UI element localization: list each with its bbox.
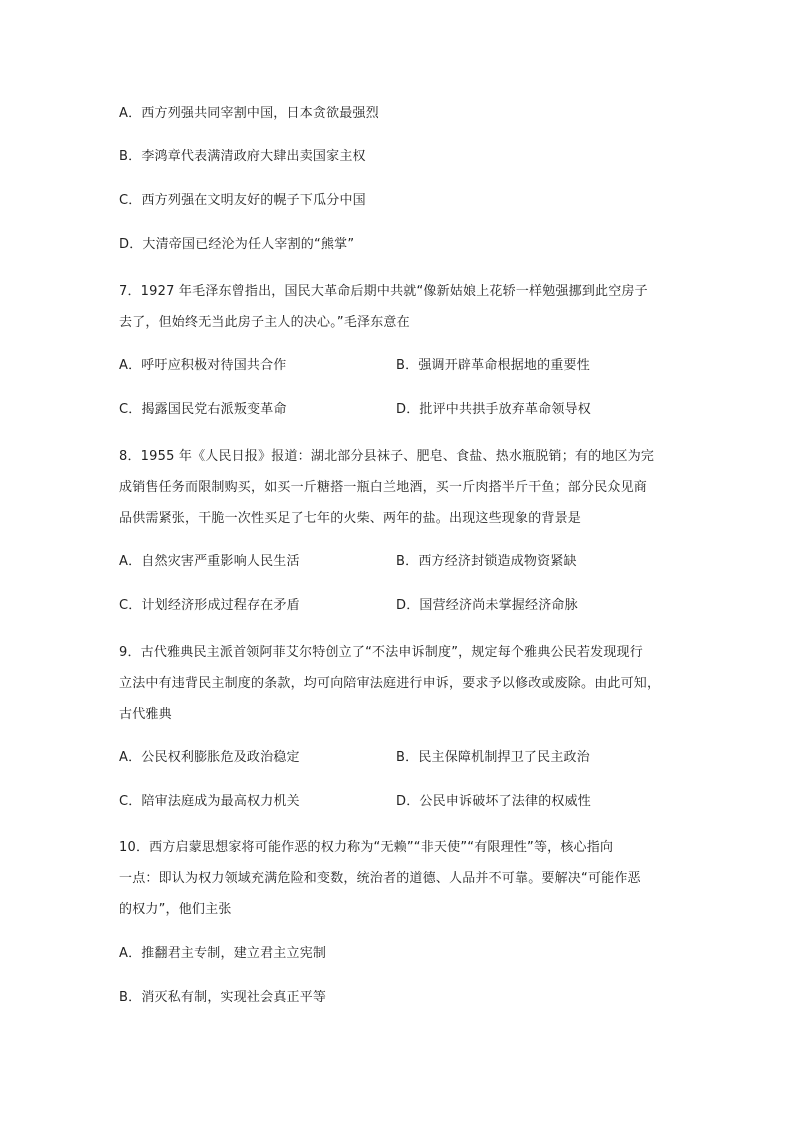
q10-option-b: B．消灭私有制，实现社会真正平等	[119, 990, 327, 1005]
q7-option-c: C．揭露国民党右派叛变革命	[119, 402, 287, 417]
q10-stem-line-1: 10．西方启蒙思想家将可能作恶的权力称为“无赖”“非天使”“有限理性”等，核心指向	[119, 840, 614, 855]
q8-option-c: C．计划经济形成过程存在矛盾	[119, 598, 300, 613]
q7-option-b: B．强调开辟革命根据地的重要性	[396, 358, 590, 373]
q6-option-a: A．西方列强共同宰割中国，日本贪欲最强烈	[119, 106, 379, 121]
q8-stem-line-2: 成销售任务而限制购买，如买一斤糖搭一瓶白兰地酒，买一斤肉搭半斤干鱼；部分民众见商	[119, 480, 648, 495]
q9-stem-line-1: 9．古代雅典民主派首领阿菲艾尔特创立了“不法申诉制度”，规定每个雅典公民若发现现行	[119, 645, 643, 660]
q10-stem-line-2: 一点：即认为权力领域充满危险和变数，统治者的道德、人品并不可靠。要解决“可能作恶	[119, 871, 641, 886]
q9-option-a: A．公民权利膨胀危及政治稳定	[119, 750, 300, 765]
q8-stem-line-1: 8．1955 年《人民日报》报道：湖北部分县袜子、肥皂、食盐、热水瓶脱销；有的地区为完	[119, 449, 655, 464]
q10-stem-line-3: 的权力”，他们主张	[119, 902, 232, 917]
q9-option-d: D．公民申诉破坏了法律的权威性	[396, 794, 592, 809]
q9-option-c: C．陪审法庭成为最高权力机关	[119, 794, 300, 809]
q6-option-c: C．西方列强在文明友好的幌子下瓜分中国	[119, 193, 366, 208]
q6-option-b: B．李鸿章代表满清政府大肆出卖国家主权	[119, 149, 366, 164]
q8-option-d: D．国营经济尚未掌握经济命脉	[396, 598, 578, 613]
q7-option-d: D．批评中共拱手放弃革命领导权	[396, 402, 592, 417]
q9-stem-line-2: 立法中有违背民主制度的条款，均可向陪审法庭进行申诉，要求予以修改或废除。由此可知，	[119, 676, 661, 691]
q8-option-a: A．自然灾害严重影响人民生活	[119, 554, 300, 569]
q8-stem-line-3: 品供需紧张，干脆一次性买足了七年的火柴、两年的盐。出现这些现象的背景是	[119, 511, 582, 526]
q7-stem-line-2: 去了，但始终无当此房子主人的决心。”毛泽东意在	[119, 315, 410, 330]
q6-option-d: D．大清帝国已经沦为任人宰割的“熊掌”	[119, 237, 355, 252]
q8-option-b: B．西方经济封锁造成物资紧缺	[396, 554, 577, 569]
q7-stem-line-1: 7．1927 年毛泽东曾指出，国民大革命后期中共就“像新姑娘上花轿一样勉强挪到此空房子	[119, 284, 648, 299]
q10-option-a: A．推翻君主专制，建立君主立宪制	[119, 946, 327, 961]
q7-option-a: A．呼吁应积极对待国共合作	[119, 358, 287, 373]
q9-option-b: B．民主保障机制捍卫了民主政治	[396, 750, 590, 765]
q9-stem-line-3: 古代雅典	[119, 707, 172, 722]
